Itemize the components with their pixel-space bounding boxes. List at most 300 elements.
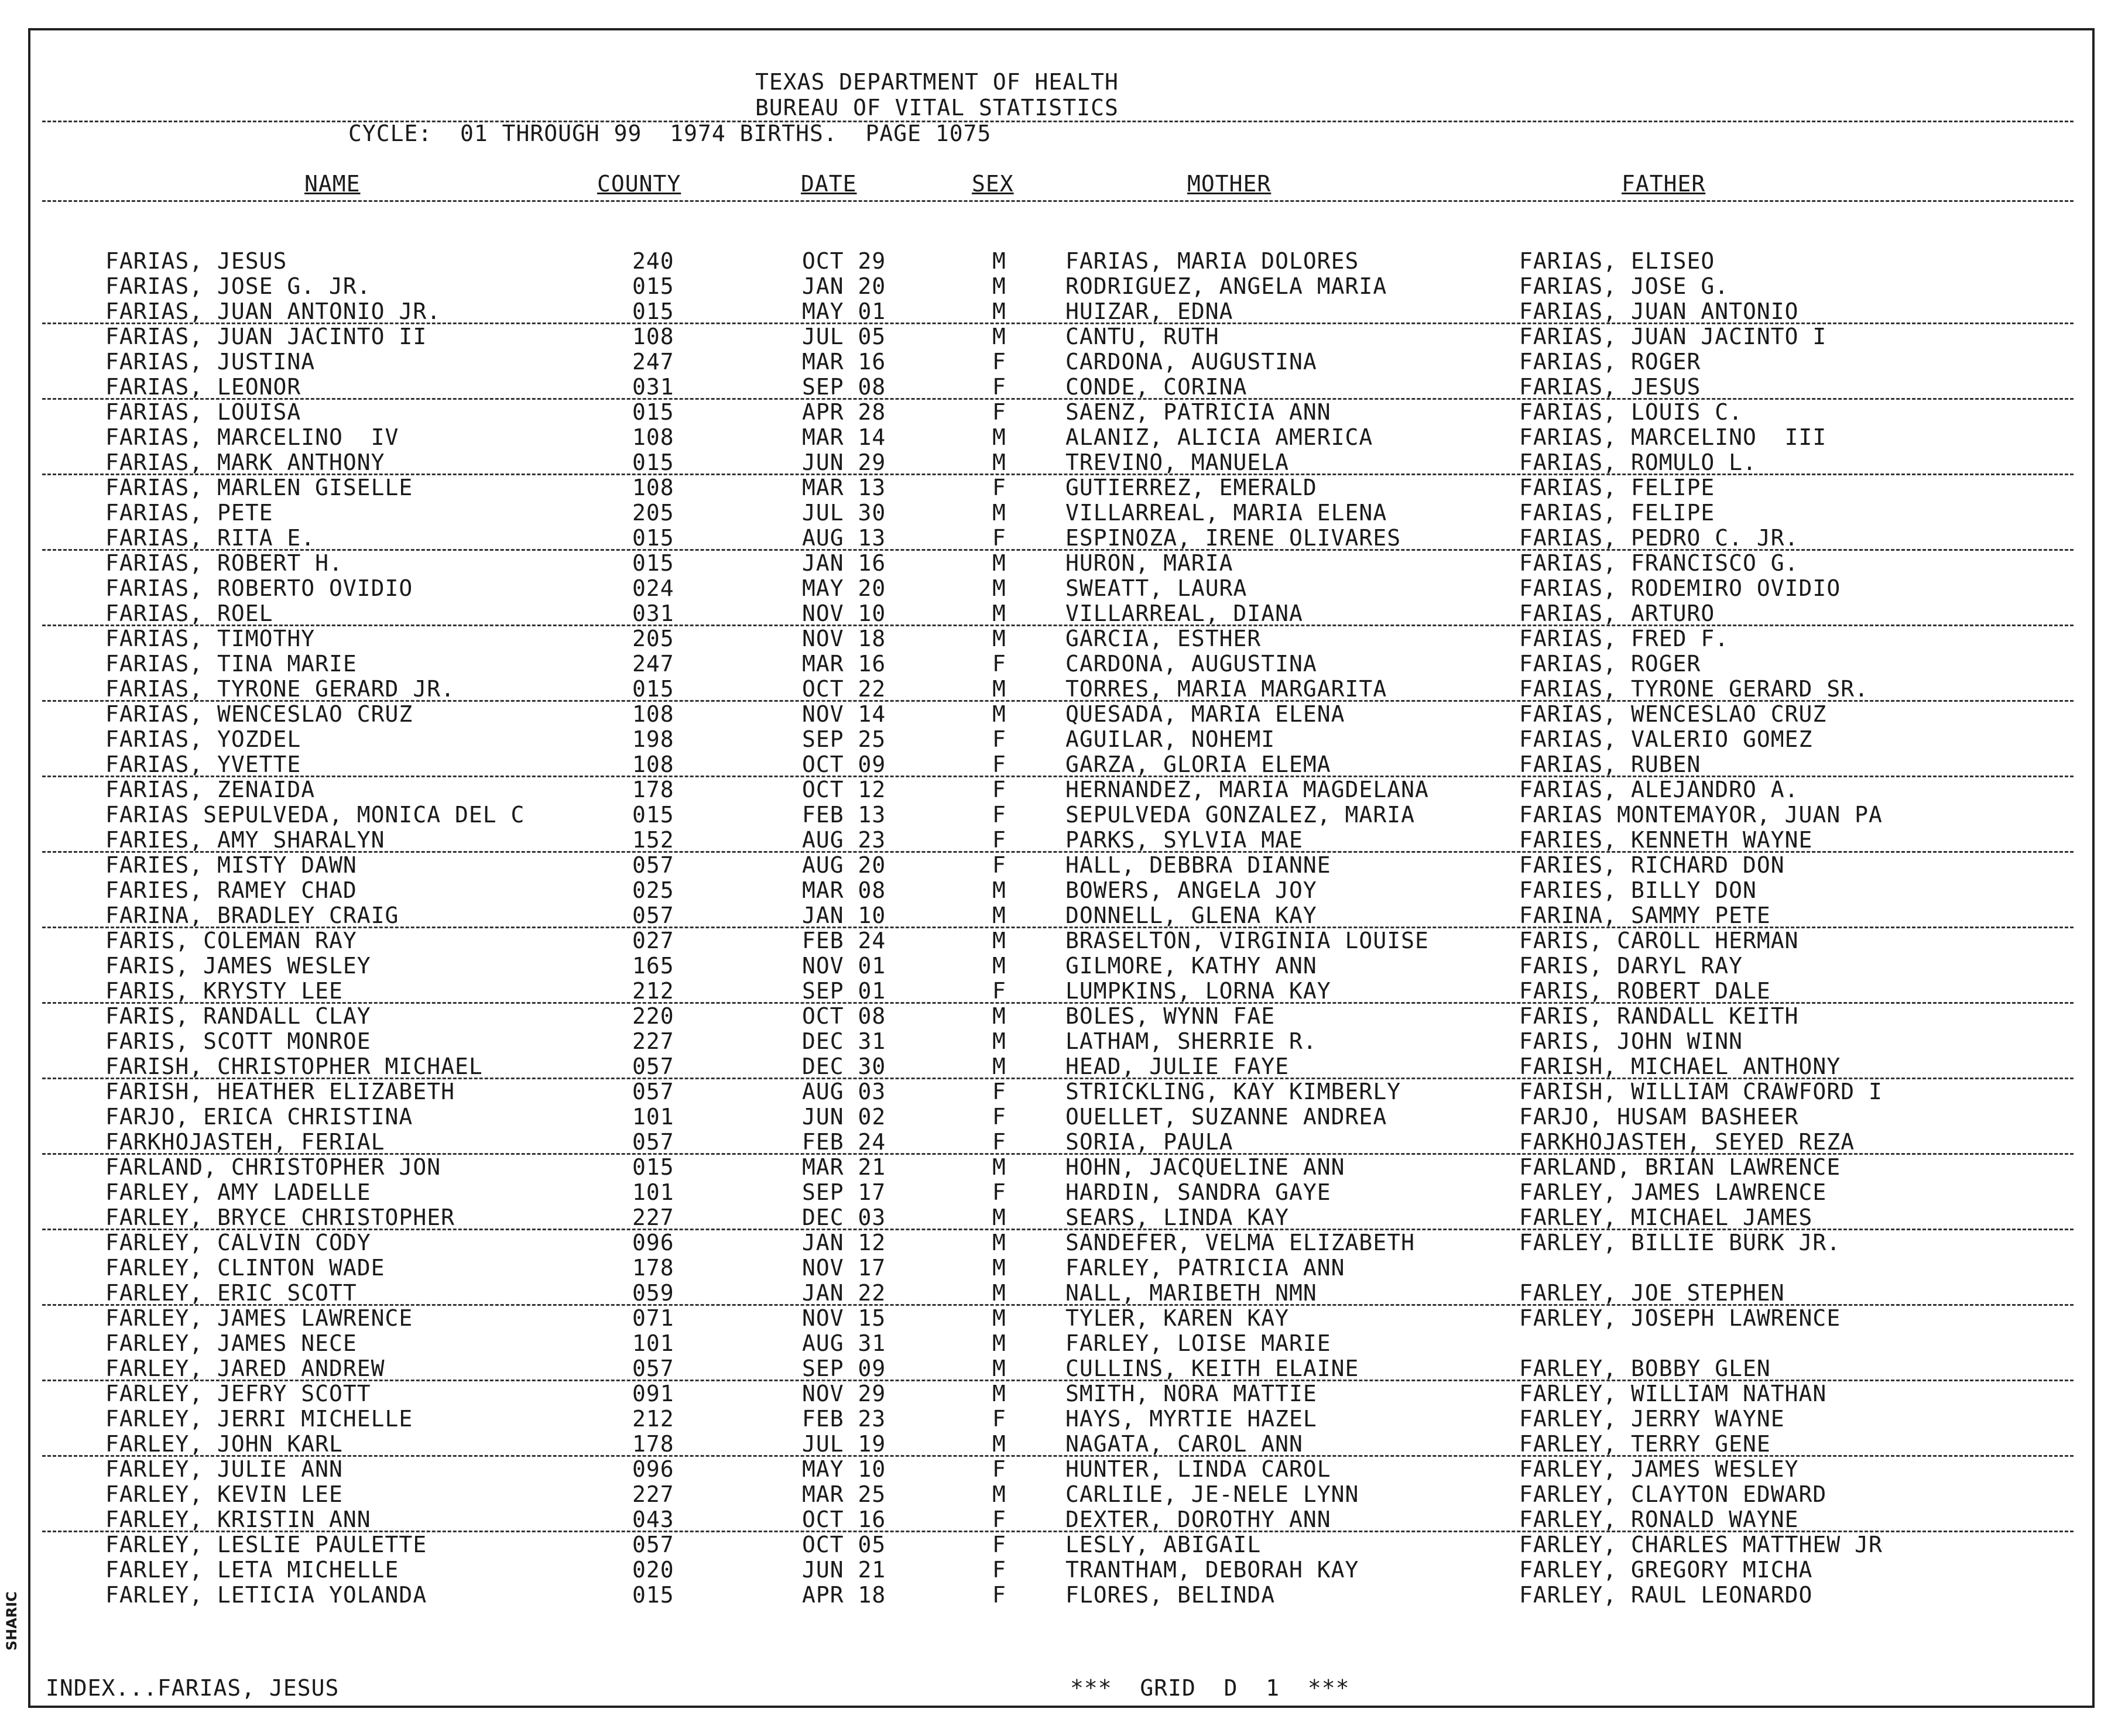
cell-county: 212	[632, 1406, 674, 1432]
cell-mother: NAGATA, CAROL ANN	[1065, 1431, 1303, 1457]
cell-father: FARIAS, ROMULO L.	[1519, 450, 1757, 475]
cell-mother: HOHN, JACQUELINE ANN	[1065, 1154, 1345, 1180]
cell-father: FARIAS, ALEJANDRO A.	[1519, 777, 1799, 802]
cell-father: FARKHOJASTEH, SEYED REZA	[1519, 1129, 1855, 1155]
cell-sex: F	[992, 1557, 1006, 1583]
table-row	[0, 601, 2118, 626]
cell-date: SEP 09	[802, 1356, 886, 1381]
table-row	[0, 349, 2118, 374]
table-row	[0, 1507, 2118, 1532]
cell-sex: F	[992, 827, 1006, 853]
cell-sex: M	[992, 500, 1006, 526]
cell-date: FEB 24	[802, 1129, 886, 1155]
cell-name: FARIAS, JUAN JACINTO II	[105, 324, 427, 349]
cell-mother: FLORES, BELINDA	[1065, 1582, 1276, 1608]
cell-date: JAN 10	[802, 903, 886, 928]
cell-name: FARIS, KRYSTY LEE	[105, 978, 343, 1004]
cell-father: FARINA, SAMMY PETE	[1519, 903, 1771, 928]
cell-county: 024	[632, 575, 674, 601]
cell-sex: F	[992, 752, 1006, 777]
column-header-sex: SEX	[972, 171, 1014, 197]
cell-county: 205	[632, 626, 674, 651]
header-title-2: BUREAU OF VITAL STATISTICS	[755, 95, 1119, 121]
cell-name: FARIAS, JOSE G. JR.	[105, 273, 371, 299]
cell-sex: M	[992, 248, 1006, 274]
table-row	[0, 979, 2118, 1003]
cell-date: JUL 30	[802, 500, 886, 526]
cell-father: FARIAS, JUAN ANTONIO	[1519, 299, 1799, 324]
cell-sex: M	[992, 1481, 1006, 1507]
cell-sex: M	[992, 450, 1006, 475]
cell-date: OCT 29	[802, 248, 886, 274]
cell-date: JUL 19	[802, 1431, 886, 1457]
cell-father: FARIAS, ROGER	[1519, 349, 1701, 375]
table-row	[0, 1004, 2118, 1028]
cell-sex: F	[992, 852, 1006, 878]
cell-sex: F	[992, 374, 1006, 400]
table-row	[0, 953, 2118, 978]
cell-county: 031	[632, 601, 674, 626]
table-row	[0, 400, 2118, 424]
table-row	[0, 1356, 2118, 1381]
cell-mother: SAENZ, PATRICIA ANN	[1065, 399, 1331, 425]
cell-name: FARIS, COLEMAN RAY	[105, 928, 357, 953]
cell-father: FARIAS, LOUIS C.	[1519, 399, 1743, 425]
cell-county: 096	[632, 1230, 674, 1255]
cell-county: 220	[632, 1003, 674, 1029]
cell-date: NOV 10	[802, 601, 886, 626]
cell-father: FARISH, MICHAEL ANTHONY	[1519, 1054, 1841, 1079]
cell-name: FARISH, HEATHER ELIZABETH	[105, 1079, 455, 1104]
table-row	[0, 425, 2118, 450]
table-row	[0, 1406, 2118, 1431]
cell-date: NOV 18	[802, 626, 886, 651]
cell-name: FARLEY, JAMES NECE	[105, 1330, 357, 1356]
cell-father: FARIAS, FELIPE	[1519, 475, 1715, 500]
cell-mother: NALL, MARIBETH NMN	[1065, 1280, 1317, 1306]
cell-mother: TRANTHAM, DEBORAH KAY	[1065, 1557, 1359, 1583]
cell-county: 057	[632, 1356, 674, 1381]
cell-date: MAR 16	[802, 651, 886, 677]
cell-father: FARLEY, BILLIE BURK JR.	[1519, 1230, 1841, 1255]
cell-sex: F	[992, 1179, 1006, 1205]
cell-father: FARIAS, FELIPE	[1519, 500, 1715, 526]
cell-county: 178	[632, 777, 674, 802]
table-row	[0, 299, 2118, 324]
column-header-county: COUNTY	[597, 171, 681, 197]
cell-sex: M	[992, 676, 1006, 702]
cell-sex: M	[992, 1054, 1006, 1079]
cell-county: 240	[632, 248, 674, 274]
table-row	[0, 1079, 2118, 1104]
cell-name: FARLEY, BRYCE CHRISTOPHER	[105, 1205, 455, 1230]
cell-mother: TORRES, MARIA MARGARITA	[1065, 676, 1387, 702]
cell-date: NOV 14	[802, 701, 886, 727]
cell-father: FARLEY, RAUL LEONARDO	[1519, 1582, 1813, 1608]
cell-sex: F	[992, 1582, 1006, 1608]
table-row	[0, 1205, 2118, 1230]
cell-father: FARLEY, JERRY WAYNE	[1519, 1406, 1785, 1432]
cell-name: FARIAS, JUAN ANTONIO JR.	[105, 299, 441, 324]
table-row	[0, 1230, 2118, 1255]
cell-sex: M	[992, 1154, 1006, 1180]
cell-date: OCT 22	[802, 676, 886, 702]
cell-county: 015	[632, 802, 674, 828]
cell-name: FARLEY, KEVIN LEE	[105, 1481, 343, 1507]
cell-father: FARIAS, FRANCISCO G.	[1519, 550, 1799, 576]
cell-name: FARIAS, MARLEN GISELLE	[105, 475, 413, 500]
cell-date: JUN 29	[802, 450, 886, 475]
cell-mother: RODRIGUEZ, ANGELA MARIA	[1065, 273, 1387, 299]
column-rule	[42, 200, 2074, 202]
table-row	[0, 651, 2118, 676]
cell-date: OCT 08	[802, 1003, 886, 1029]
cell-mother: ALANIZ, ALICIA AMERICA	[1065, 424, 1373, 450]
table-row	[0, 249, 2118, 273]
cell-father: FARIAS, PEDRO C. JR.	[1519, 525, 1799, 551]
cell-sex: M	[992, 601, 1006, 626]
cell-mother: CANTU, RUTH	[1065, 324, 1219, 349]
cell-father: FARIES, RICHARD DON	[1519, 852, 1785, 878]
cell-sex: M	[992, 424, 1006, 450]
cell-date: JAN 16	[802, 550, 886, 576]
cell-mother: STRICKLING, KAY KIMBERLY	[1065, 1079, 1401, 1104]
cell-mother: LUMPKINS, LORNA KAY	[1065, 978, 1331, 1004]
cell-date: AUG 31	[802, 1330, 886, 1356]
cell-date: NOV 17	[802, 1255, 886, 1281]
cell-mother: VILLARREAL, MARIA ELENA	[1065, 500, 1387, 526]
cell-county: 057	[632, 1129, 674, 1155]
cell-county: 015	[632, 676, 674, 702]
cell-sex: M	[992, 701, 1006, 727]
cell-mother: DEXTER, DOROTHY ANN	[1065, 1507, 1331, 1532]
cell-date: FEB 24	[802, 928, 886, 953]
cell-sex: M	[992, 575, 1006, 601]
cell-father: FARIAS, MARCELINO III	[1519, 424, 1827, 450]
cell-father: FARLEY, GREGORY MICHA	[1519, 1557, 1813, 1583]
table-row	[0, 375, 2118, 399]
cell-father: FARLEY, BOBBY GLEN	[1519, 1356, 1771, 1381]
cell-sex: M	[992, 1205, 1006, 1230]
footer-grid: *** GRID D 1 ***	[1070, 1675, 1350, 1701]
cell-county: 043	[632, 1507, 674, 1532]
cell-county: 027	[632, 928, 674, 953]
cell-father: FARIS, JOHN WINN	[1519, 1028, 1743, 1054]
cell-mother: SEARS, LINDA KAY	[1065, 1205, 1290, 1230]
cell-county: 108	[632, 701, 674, 727]
cell-sex: F	[992, 978, 1006, 1004]
table-row	[0, 1432, 2118, 1456]
cell-name: FARLEY, AMY LADELLE	[105, 1179, 371, 1205]
cell-county: 212	[632, 978, 674, 1004]
table-row	[0, 853, 2118, 877]
cell-date: AUG 23	[802, 827, 886, 853]
cell-date: DEC 30	[802, 1054, 886, 1079]
cell-date: SEP 25	[802, 726, 886, 752]
cell-name: FARLEY, JEFRY SCOTT	[105, 1381, 371, 1406]
header-rule	[42, 121, 2074, 122]
cell-sex: M	[992, 299, 1006, 324]
cell-father: FARLEY, MICHAEL JAMES	[1519, 1205, 1813, 1230]
cell-name: FARLEY, CLINTON WADE	[105, 1255, 385, 1281]
cell-county: 025	[632, 877, 674, 903]
cell-name: FARIAS, YVETTE	[105, 752, 301, 777]
cell-county: 178	[632, 1255, 674, 1281]
cell-county: 057	[632, 1532, 674, 1557]
cell-date: MAR 13	[802, 475, 886, 500]
cell-name: FARIAS, JUSTINA	[105, 349, 316, 375]
cell-father: FARIS, RANDALL KEITH	[1519, 1003, 1799, 1029]
cell-father: FARJO, HUSAM BASHEER	[1519, 1104, 1799, 1130]
cell-sex: M	[992, 324, 1006, 349]
cell-mother: TYLER, KAREN KAY	[1065, 1305, 1290, 1331]
cell-date: NOV 15	[802, 1305, 886, 1331]
cell-name: FARIES, RAMEY CHAD	[105, 877, 357, 903]
cell-sex: M	[992, 877, 1006, 903]
cell-name: FARLEY, JOHN KARL	[105, 1431, 343, 1457]
cell-county: 015	[632, 299, 674, 324]
cell-county: 020	[632, 1557, 674, 1583]
cell-county: 178	[632, 1431, 674, 1457]
cell-sex: M	[992, 273, 1006, 299]
table-row	[0, 1457, 2118, 1481]
cell-name: FARIAS, JESUS	[105, 248, 287, 274]
cell-mother: LESLY, ABIGAIL	[1065, 1532, 1262, 1557]
cell-name: FARIAS, LEONOR	[105, 374, 301, 400]
cell-county: 015	[632, 399, 674, 425]
footer-index: INDEX...FARIAS, JESUS	[46, 1675, 340, 1701]
cell-name: FARIES, AMY SHARALYN	[105, 827, 385, 853]
cell-date: MAR 14	[802, 424, 886, 450]
cell-sex: M	[992, 1356, 1006, 1381]
cell-sex: M	[992, 1431, 1006, 1457]
side-label: SHARIC	[4, 1591, 20, 1651]
cell-date: OCT 05	[802, 1532, 886, 1557]
cell-father: FARLEY, TERRY GENE	[1519, 1431, 1771, 1457]
table-row	[0, 802, 2118, 827]
cell-name: FARLEY, LETA MICHELLE	[105, 1557, 399, 1583]
cell-county: 165	[632, 953, 674, 979]
cell-county: 015	[632, 1582, 674, 1608]
cell-sex: M	[992, 1381, 1006, 1406]
cell-county: 247	[632, 651, 674, 677]
cell-father: FARLEY, CLAYTON EDWARD	[1519, 1481, 1827, 1507]
cell-name: FARIS, SCOTT MONROE	[105, 1028, 371, 1054]
cell-name: FARIAS, ROBERT H.	[105, 550, 343, 576]
table-row	[0, 626, 2118, 651]
cell-date: JUN 02	[802, 1104, 886, 1130]
cell-name: FARIAS, PETE	[105, 500, 273, 526]
table-row	[0, 526, 2118, 550]
table-row	[0, 702, 2118, 726]
cell-father: FARLEY, JOE STEPHEN	[1519, 1280, 1785, 1306]
cell-name: FARIES, MISTY DAWN	[105, 852, 357, 878]
cell-county: 057	[632, 903, 674, 928]
cell-county: 227	[632, 1205, 674, 1230]
table-row	[0, 677, 2118, 701]
cell-mother: AGUILAR, NOHEMI	[1065, 726, 1276, 752]
cell-county: 057	[632, 1079, 674, 1104]
cell-mother: HERNANDEZ, MARIA MAGDELANA	[1065, 777, 1429, 802]
cell-date: OCT 16	[802, 1507, 886, 1532]
cell-father: FARIAS, JESUS	[1519, 374, 1701, 400]
table-row	[0, 1482, 2118, 1507]
cell-date: JUN 21	[802, 1557, 886, 1583]
cell-name: FARLEY, JULIE ANN	[105, 1456, 343, 1482]
cell-mother: HURON, MARIA	[1065, 550, 1233, 576]
cell-mother: GUTIERREZ, EMERALD	[1065, 475, 1317, 500]
cell-name: FARIAS, TYRONE GERARD JR.	[105, 676, 455, 702]
cell-county: 227	[632, 1028, 674, 1054]
cell-name: FARIAS SEPULVEDA, MONICA DEL C	[105, 802, 525, 828]
cell-name: FARIS, RANDALL CLAY	[105, 1003, 371, 1029]
cell-mother: SANDEFER, VELMA ELIZABETH	[1065, 1230, 1415, 1255]
cell-mother: OUELLET, SUZANNE ANDREA	[1065, 1104, 1387, 1130]
table-row	[0, 752, 2118, 777]
cell-date: OCT 09	[802, 752, 886, 777]
cell-date: JAN 20	[802, 273, 886, 299]
table-row	[0, 1532, 2118, 1557]
cell-mother: FARIAS, MARIA DOLORES	[1065, 248, 1359, 274]
table-row	[0, 1557, 2118, 1582]
cell-name: FARIAS, RITA E.	[105, 525, 316, 551]
cell-date: MAR 08	[802, 877, 886, 903]
cell-father: FARIS, CAROLL HERMAN	[1519, 928, 1799, 953]
cell-name: FARLEY, JAMES LAWRENCE	[105, 1305, 413, 1331]
cell-sex: M	[992, 1330, 1006, 1356]
cell-date: NOV 01	[802, 953, 886, 979]
table-row	[0, 903, 2118, 928]
cell-mother: HEAD, JULIE FAYE	[1065, 1054, 1290, 1079]
table-row	[0, 1255, 2118, 1280]
cell-mother: CARLILE, JE-NELE LYNN	[1065, 1481, 1359, 1507]
cell-name: FARIAS, MARCELINO IV	[105, 424, 399, 450]
cell-father: FARIAS, FRED F.	[1519, 626, 1729, 651]
cell-name: FARIAS, WENCESLAO CRUZ	[105, 701, 413, 727]
cell-sex: F	[992, 475, 1006, 500]
cell-name: FARIAS, MARK ANTHONY	[105, 450, 385, 475]
cell-name: FARLEY, LESLIE PAULETTE	[105, 1532, 427, 1557]
cell-sex: F	[992, 777, 1006, 802]
cell-date: JAN 12	[802, 1230, 886, 1255]
cell-date: DEC 31	[802, 1028, 886, 1054]
cell-county: 101	[632, 1179, 674, 1205]
table-row	[0, 1381, 2118, 1406]
table-row	[0, 878, 2118, 903]
cell-county: 108	[632, 324, 674, 349]
cell-county: 096	[632, 1456, 674, 1482]
cell-sex: M	[992, 1003, 1006, 1029]
cell-name: FARIAS, LOUISA	[105, 399, 301, 425]
table-row	[0, 928, 2118, 953]
table-row	[0, 576, 2118, 601]
cell-mother: GARZA, GLORIA ELEMA	[1065, 752, 1331, 777]
cell-date: FEB 23	[802, 1406, 886, 1432]
cell-mother: HARDIN, SANDRA GAYE	[1065, 1179, 1331, 1205]
table-row	[0, 1054, 2118, 1079]
cell-name: FARIAS, TINA MARIE	[105, 651, 357, 677]
cell-date: AUG 20	[802, 852, 886, 878]
cell-date: SEP 17	[802, 1179, 886, 1205]
cell-county: 227	[632, 1481, 674, 1507]
cell-father: FARIAS MONTEMAYOR, JUAN PA	[1519, 802, 1883, 828]
cell-mother: QUESADA, MARIA ELENA	[1065, 701, 1345, 727]
cell-mother: CARDONA, AUGUSTINA	[1065, 651, 1317, 677]
cell-name: FARLEY, ERIC SCOTT	[105, 1280, 357, 1306]
cell-father: FARLAND, BRIAN LAWRENCE	[1519, 1154, 1841, 1180]
cell-mother: DONNELL, GLENA KAY	[1065, 903, 1317, 928]
cell-date: AUG 13	[802, 525, 886, 551]
table-row	[0, 324, 2118, 349]
cell-father: FARIAS, VALERIO GOMEZ	[1519, 726, 1813, 752]
cell-mother: CARDONA, AUGUSTINA	[1065, 349, 1317, 375]
column-header-name: NAME	[304, 171, 361, 197]
cell-sex: M	[992, 903, 1006, 928]
cell-date: MAY 01	[802, 299, 886, 324]
table-row	[0, 828, 2118, 852]
table-row	[0, 450, 2118, 475]
cell-sex: M	[992, 1255, 1006, 1281]
cell-father: FARIAS, ROGER	[1519, 651, 1701, 677]
cell-sex: M	[992, 626, 1006, 651]
cell-sex: M	[992, 550, 1006, 576]
cell-date: SEP 08	[802, 374, 886, 400]
cell-county: 108	[632, 752, 674, 777]
cell-mother: ESPINOZA, IRENE OLIVARES	[1065, 525, 1401, 551]
cell-name: FARKHOJASTEH, FERIAL	[105, 1129, 385, 1155]
table-row	[0, 274, 2118, 299]
cell-date: SEP 01	[802, 978, 886, 1004]
cell-name: FARINA, BRADLEY CRAIG	[105, 903, 399, 928]
cell-father: FARIAS, ELISEO	[1519, 248, 1715, 274]
cell-sex: F	[992, 1507, 1006, 1532]
cell-county: 108	[632, 424, 674, 450]
header-title-1: TEXAS DEPARTMENT OF HEALTH	[755, 69, 1119, 95]
cell-father: FARIES, BILLY DON	[1519, 877, 1757, 903]
cell-date: JUL 05	[802, 324, 886, 349]
cell-sex: M	[992, 1280, 1006, 1306]
cell-father: FARIAS, WENCESLAO CRUZ	[1519, 701, 1827, 727]
cell-county: 247	[632, 349, 674, 375]
cell-date: MAY 20	[802, 575, 886, 601]
cell-mother: HUIZAR, EDNA	[1065, 299, 1233, 324]
table-row	[0, 1104, 2118, 1129]
cell-date: DEC 03	[802, 1205, 886, 1230]
cell-mother: VILLARREAL, DIANA	[1065, 601, 1303, 626]
cell-father: FARIES, KENNETH WAYNE	[1519, 827, 1813, 853]
cell-date: JAN 22	[802, 1280, 886, 1306]
cell-mother: HUNTER, LINDA CAROL	[1065, 1456, 1331, 1482]
cell-sex: F	[992, 349, 1006, 375]
cell-mother: SMITH, NORA MATTIE	[1065, 1381, 1317, 1406]
table-row	[0, 1029, 2118, 1054]
cell-sex: F	[992, 1079, 1006, 1104]
cell-county: 015	[632, 1154, 674, 1180]
cell-mother: BRASELTON, VIRGINIA LOUISE	[1065, 928, 1429, 953]
table-row	[0, 500, 2118, 525]
cell-father: FARIAS, JOSE G.	[1519, 273, 1729, 299]
cell-sex: F	[992, 1406, 1006, 1432]
cell-county: 057	[632, 852, 674, 878]
cell-father: FARISH, WILLIAM CRAWFORD I	[1519, 1079, 1883, 1104]
cell-name: FARIAS, TIMOTHY	[105, 626, 316, 651]
cell-name: FARLAND, CHRISTOPHER JON	[105, 1154, 441, 1180]
cell-father: FARIAS, JUAN JACINTO I	[1519, 324, 1827, 349]
cell-father: FARLEY, JAMES LAWRENCE	[1519, 1179, 1827, 1205]
cell-sex: M	[992, 1028, 1006, 1054]
cell-sex: F	[992, 525, 1006, 551]
cell-county: 031	[632, 374, 674, 400]
